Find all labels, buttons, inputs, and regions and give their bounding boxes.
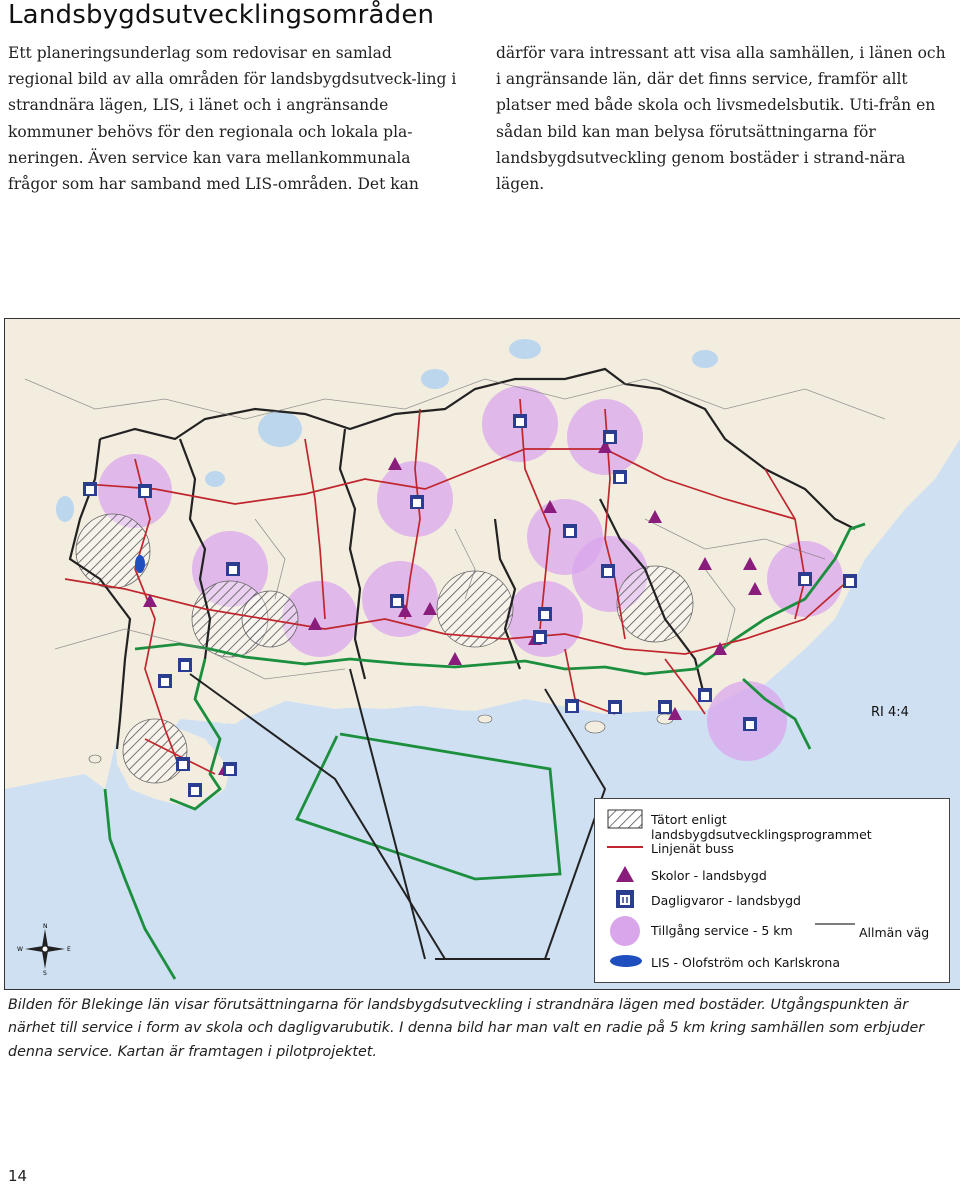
legend-service-label: Tillgång service - 5 km bbox=[651, 923, 793, 938]
legend-road-label: Allmän väg bbox=[859, 925, 930, 940]
body-text-right: därför vara intressant att visa alla samhällen, i länen och i angränsande län, där det finns service, framför allt platser med både skola och livsmedelsbutik. Uti-från en sådan bild kan man belysa förutsättningarna för landsbygdsutveckling genom bostäder i strand-nära lägen. bbox=[496, 44, 946, 194]
map-caption: Bilden för Blekinge län visar förutsättningarna för landsbygdsutveckling i strandnära lägen med bostäder. Utgångspunkten är närhet till service i form av skola och dagligvarubutik. I denna bild har man valt en radie på 5 km kring samhällen som erbjuder denna service. Kartan är framtagen i pilotprojektet. bbox=[8, 997, 925, 1060]
hatch-swatch-icon bbox=[607, 809, 643, 829]
legend-bus-label: Linjenät buss bbox=[651, 841, 734, 856]
compass-n: N bbox=[43, 923, 48, 930]
lis-swatch-icon bbox=[609, 953, 643, 969]
ri-map-label: RI 4:4 bbox=[871, 705, 909, 720]
legend-groceries-label: Dagligvaror - landsbygd bbox=[651, 893, 801, 908]
page-number: 14 bbox=[8, 1167, 28, 1185]
compass-s: S bbox=[43, 970, 47, 975]
road-swatch-icon bbox=[815, 919, 855, 929]
compass-icon bbox=[17, 923, 73, 975]
school-triangle-icon bbox=[615, 865, 635, 883]
legend-lis-label: LIS - Olofström och Karlskrona bbox=[651, 955, 840, 970]
service-circle-icon bbox=[609, 915, 641, 947]
grocery-store-icon bbox=[615, 889, 635, 909]
legend-schools-label: Skolor - landsbygd bbox=[651, 868, 767, 883]
compass-e: E bbox=[67, 946, 71, 953]
legend-urban-label: Tätort enligt landsbygdsutvecklingsprogrammet bbox=[651, 812, 872, 842]
map-legend bbox=[594, 798, 950, 983]
bus-line-swatch-icon bbox=[607, 839, 643, 855]
compass-rose bbox=[17, 923, 73, 975]
compass-w: W bbox=[17, 946, 23, 953]
body-text-left: Ett planeringsunderlag som redovisar en samlad regional bild av alla områden för landsbygdsutveck-ling i strandnära lägen, LIS, i länet och i angränsande kommuner behövs för den regionala och lokala pla-neringen. Även service kan vara mellankommunala frågor som har samband med LIS-områden. Det kan bbox=[8, 44, 457, 194]
page-title: Landsbygdsutvecklingsområden bbox=[8, 0, 435, 30]
